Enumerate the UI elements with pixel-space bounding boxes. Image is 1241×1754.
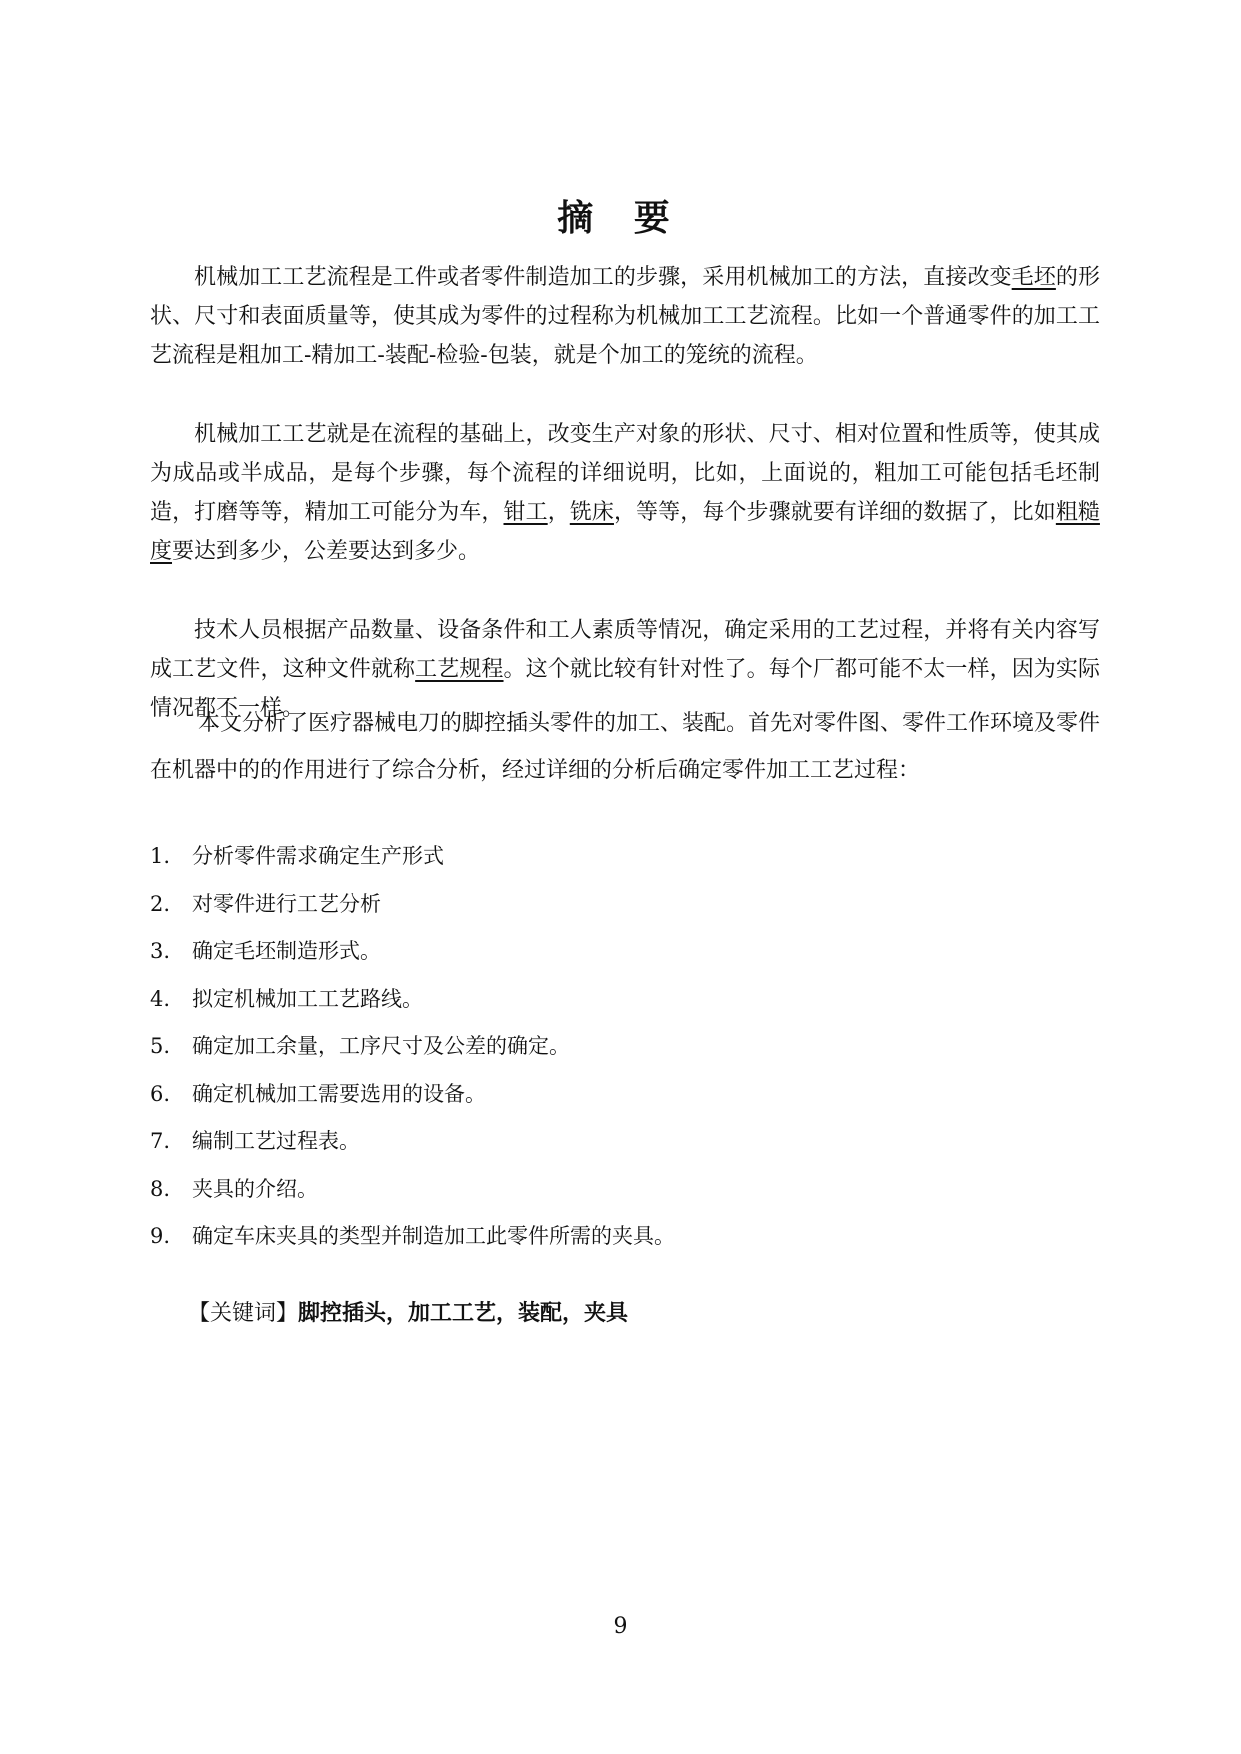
step-number: 9. [150, 1224, 171, 1248]
list-item [150, 985, 1100, 1033]
step-number: 4. [150, 986, 171, 1011]
keywords-text: 脚控插头，加工工艺，装配，夹具 [298, 1300, 629, 1326]
step-text: 确定加工余量，工序尺寸及公差的确定。 [192, 1034, 570, 1058]
step-number: 5. [150, 1034, 171, 1058]
list-item [150, 1175, 1100, 1223]
step-text: 夹具的介绍。 [192, 1176, 318, 1201]
step-number: 1. [150, 844, 171, 868]
abstract-title: 摘 要 [557, 197, 684, 239]
paragraph-1 [150, 258, 1100, 375]
list-item [150, 937, 1100, 985]
list-item [150, 842, 1100, 890]
underlined-term: 粗糙度 [150, 500, 1100, 564]
page-number: 9 [613, 1614, 628, 1639]
step-text: 确定毛坯制造形式。 [192, 939, 381, 963]
keywords-line [188, 1296, 628, 1327]
step-text: 确定机械加工需要选用的设备。 [192, 1081, 486, 1106]
step-number: 7. [150, 1129, 171, 1153]
process-steps-list [150, 842, 1100, 1270]
list-item [150, 1032, 1100, 1080]
underlined-term: 毛坯 [1011, 265, 1056, 290]
step-number: 6. [150, 1081, 171, 1106]
list-item [150, 1127, 1100, 1175]
list-item [150, 1080, 1100, 1128]
step-text: 确定车床夹具的类型并制造加工此零件所需的夹具。 [192, 1224, 675, 1248]
paragraph-2 [150, 415, 1100, 571]
paragraph-text: 。这个就比较有针对性了。每个厂都可能不太一样，因为实际情况都不一样。 [150, 657, 1100, 721]
step-text: 对零件进行工艺分析 [192, 891, 381, 916]
step-text: 拟定机械加工工艺路线。 [192, 986, 423, 1011]
underlined-term: 钳工 [503, 500, 548, 525]
paragraph-text: 要达到多少，公差要达到多少。 [172, 539, 481, 564]
step-text: 编制工艺过程表。 [192, 1129, 360, 1153]
underlined-term: 工艺规程 [415, 657, 504, 682]
step-number: 2. [150, 891, 171, 916]
list-item [150, 1222, 1100, 1270]
paragraph-text: 本文分析了医疗器械电刀的脚控插头零件的加工、装配。首先对零件图、零件工作环境及零件在机器中的的作用进行了综合分析，经过详细的分析后确定零件加工工艺过程： [150, 711, 1101, 783]
underlined-term: 铣床 [569, 500, 614, 525]
paragraph-4 [150, 700, 1100, 794]
keywords-label: 【关键词】 [188, 1301, 299, 1326]
list-item [150, 890, 1100, 938]
paragraph-text: 机械加工工艺流程是工件或者零件制造加工的步骤，采用机械加工的方法，直接改变 [194, 265, 1012, 290]
paragraph-text: ，等等，每个步骤就要有详细的数据了，比如 [613, 500, 1056, 525]
paragraph-text: 机械加工工艺就是在流程的基础上，改变生产对象的形状、尺寸、相对位置和性质等，使其成为成品或半成品，是每个步骤，每个流程的详细说明，比如，上面说的，粗加工可能包括毛坯制造，打磨等等，精加工可能分为车， [150, 422, 1100, 525]
paragraph-text: 技术人员根据产品数量、设备条件和工人素质等情况，确定采用的工艺过程，并将有关内容写成工艺文件，这种文件就称 [150, 618, 1100, 682]
step-number: 3. [150, 939, 171, 963]
paragraph-text: 的形状、尺寸和表面质量等，使其成为零件的过程称为机械加工工艺流程。比如一个普通零件的加工工艺流程是粗加工-精加工-装配-检验-包装，就是个加工的笼统的流程。 [150, 265, 1100, 368]
paragraph-text: ， [547, 500, 570, 525]
step-text: 分析零件需求确定生产形式 [192, 844, 444, 868]
step-number: 8. [150, 1176, 171, 1201]
